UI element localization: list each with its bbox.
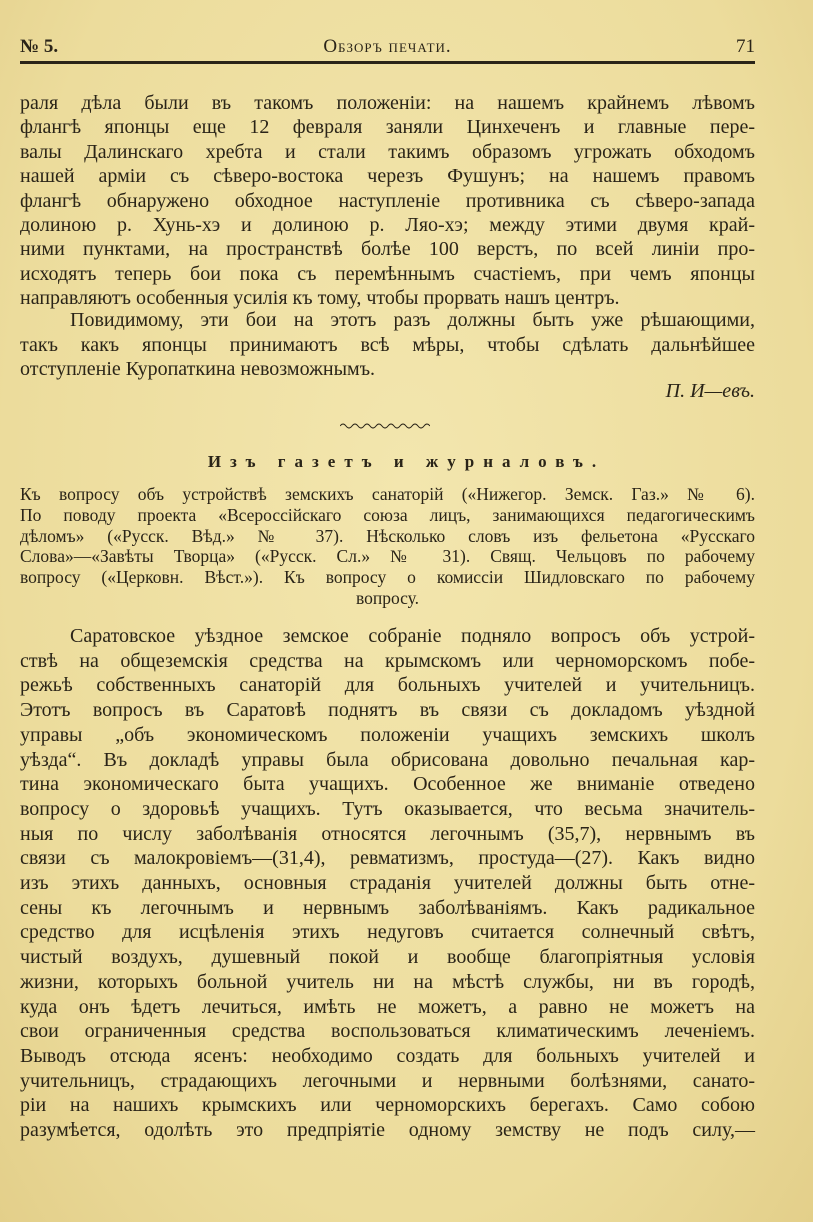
- text-line: Къ вопросу объ устройствѣ земскихъ санаторій («Нижегор. Земск. Газ.» № 6).: [20, 484, 755, 504]
- author-signature: П. И—евъ.: [665, 380, 755, 402]
- text-line: куда онъ ѣдетъ лечиться, имѣть не можетъ, а равно не можетъ на: [20, 995, 755, 1018]
- text-line: изъ этихъ данныхъ, основныя страданія учителей должны быть отне-: [20, 872, 755, 895]
- text-line: сены къ легочнымъ и нервнымъ заболѣваніямъ. Какъ радикальное: [20, 896, 755, 919]
- text-line: вопросу («Церковн. Вѣст.»). Къ вопросу о комиссіи Шидловскаго по рабочему: [20, 567, 755, 588]
- text-line: По поводу проекта «Всероссійскаго союза лицъ, занимающихся педагогическимъ: [20, 504, 755, 525]
- text-line: разумѣется, одолѣть это предпріятіе одному земству не подъ силу,—: [20, 1119, 755, 1142]
- text-line: учительницъ, страдающихъ легочными и нервными болѣзнями, санато-: [20, 1069, 755, 1092]
- text-line: направляютъ особенныя усилія къ тому, чтобы прорвать нашъ центръ.: [20, 287, 620, 310]
- text-line: ствѣ на общеземскія средства на крымскомъ или черноморскомъ побе-: [20, 649, 755, 672]
- article1-paragraph1: [20, 91, 755, 311]
- section-body: [20, 624, 755, 1143]
- text-line: вопросу.: [355, 587, 420, 608]
- text-line: исходятъ теперь бои пока съ перемѣннымъ счастіемъ, при чемъ японцы: [20, 262, 755, 285]
- text-line: связи съ малокровіемъ—(31,4), ревматизмъ, простуда—(27). Какъ видно: [20, 847, 755, 870]
- issue-number: № 5.: [20, 36, 59, 57]
- text-line: тина экономическаго быта учащихъ. Особенное же вниманіе отведено: [20, 773, 755, 796]
- text-line: уѣзда“. Въ докладѣ управы была обрисована довольно печальная кар-: [20, 748, 755, 771]
- text-line: ними пунктами, на пространствѣ болѣе 100 верстъ, по всей линіи про-: [20, 238, 755, 261]
- text-line: жизни, которыхъ больной учитель ни на мѣстѣ службы, ни въ городѣ,: [20, 970, 755, 993]
- text-line: Выводъ отсюда ясенъ: необходимо создать для больныхъ учителей и: [20, 1044, 755, 1067]
- journal-section-title: Обзоръ печати.: [323, 36, 452, 57]
- text-line: Саратовское уѣздное земское собраніе подняло вопросъ объ устрой-: [70, 625, 755, 647]
- text-line: такъ какъ японцы принимаютъ всѣ мѣры, чтобы сдѣлать дальнѣйшее: [20, 333, 755, 356]
- text-line: чистый воздухъ, душевный покой и вообще благопріятныя условія: [20, 946, 755, 969]
- text-line: долиною р. Хунь-хэ и долиною р. Ляо-хэ; между этими двумя край-: [20, 214, 755, 237]
- text-line: Слова»—«Завѣты Творца» («Русск. Сл.» № 31). Свящ. Чельцовъ по рабочему: [20, 546, 755, 567]
- text-line: дѣломъ» («Русск. Вѣд.» № 37). Нѣсколько словъ изъ фельетона «Русскаго: [20, 525, 755, 546]
- text-line: нашей арміи съ сѣверо-востока черезъ Фушунъ; на нашемъ правомъ: [20, 165, 755, 188]
- section-summary: [20, 484, 755, 609]
- text-line: Этотъ вопросъ въ Саратовѣ поднятъ въ связи съ докладомъ уѣздной: [20, 699, 755, 722]
- running-header: [20, 36, 755, 58]
- header-rule: [20, 61, 755, 64]
- text-line: свои ограниченныя средства воспользоваться климатическимъ леченіемъ.: [20, 1020, 755, 1043]
- text-line: Повидимому, эти бои на этотъ разъ должны быть уже рѣшающими,: [70, 309, 755, 331]
- text-line: отступленіе Куропаткина невозможнымъ.: [20, 358, 376, 380]
- section-heading: Изъ газетъ и журналовъ.: [207, 452, 606, 471]
- article1-paragraph2: [20, 308, 755, 382]
- text-line: ріи на нашихъ крымскихъ или черноморскихъ берегахъ. Само собою: [20, 1094, 755, 1117]
- text-line: ныя по числу заболѣванія относятся легочнымъ (35,7), нервнымъ въ: [20, 822, 755, 845]
- text-line: режьѣ собственныхъ санаторій для больныхъ учителей и учительницъ.: [20, 674, 755, 697]
- text-line: валы Далинскаго хребта и стали такимъ образомъ угрожать обходомъ: [20, 140, 755, 163]
- ornament-divider: [340, 422, 430, 430]
- text-line: управы „объ экономическомъ положеніи учащихъ земскихъ школъ: [20, 723, 755, 746]
- text-line: средство для исцѣленія этихъ недуговъ считается солнечный свѣтъ,: [20, 921, 755, 944]
- page-number: 71: [736, 36, 755, 57]
- text-line: раля дѣла были въ такомъ положеніи: на нашемъ крайнемъ лѣвомъ: [20, 92, 755, 114]
- text-line: флангѣ обнаружено обходное наступленіе противника съ сѣверо-запада: [20, 189, 755, 212]
- text-line: флангѣ японцы еще 12 февраля заняли Цинхеченъ и главные пере-: [20, 116, 755, 139]
- text-line: вопросу о здоровьѣ учащихъ. Тутъ оказывается, что весьма значитель-: [20, 797, 755, 820]
